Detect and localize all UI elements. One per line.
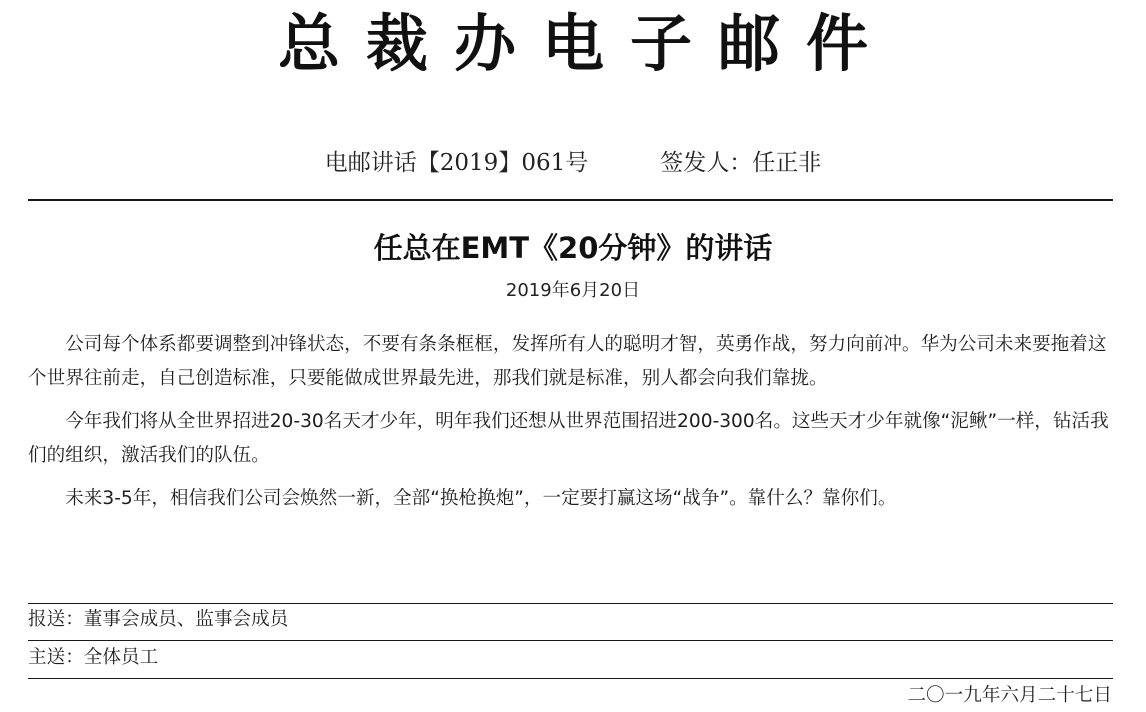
header-divider bbox=[28, 199, 1113, 201]
issue-line bbox=[0, 146, 1146, 180]
article-title: 任总在EMT《20分钟》的讲话 bbox=[373, 231, 773, 265]
paragraph: 未来3-5年，相信我们公司会焕然一新，全部“换枪换炮”，一定要打赢这场“战争”。靠什么？靠你们。 bbox=[65, 488, 897, 509]
recipients-line: 主送：全体员工 bbox=[28, 647, 159, 668]
masthead-title: 总裁办电子邮件 bbox=[277, 7, 894, 80]
cc-line: 报送：董事会成员、监事会成员 bbox=[28, 609, 289, 630]
paragraph: 今年我们将从全世界招进20-30名天才少年，明年我们还想从世界范围招进200-300名。这些天才少年就像“泥鳅”一样，钻活我们的组织，激活我们的队伍。 bbox=[28, 411, 1109, 466]
footer-divider bbox=[28, 640, 1113, 641]
issued-date: 二〇一九年六月二十七日 bbox=[907, 685, 1112, 706]
issuer: 签发人：任正非 bbox=[660, 150, 822, 176]
article-date: 2019年6月20日 bbox=[505, 280, 641, 301]
footer-divider bbox=[28, 678, 1113, 679]
paragraph: 公司每个体系都要调整到冲锋状态，不要有条条框框，发挥所有人的聪明才智，英勇作战，努力向前冲。华为公司未来要拖着这个世界往前走，自己创造标准，只要能做成世界最先进，那我们就是标准，别人都会向我们靠拢。 bbox=[28, 334, 1107, 389]
article-body bbox=[28, 328, 1118, 525]
issue-number: 电邮讲话【2019】061号 bbox=[324, 150, 589, 176]
